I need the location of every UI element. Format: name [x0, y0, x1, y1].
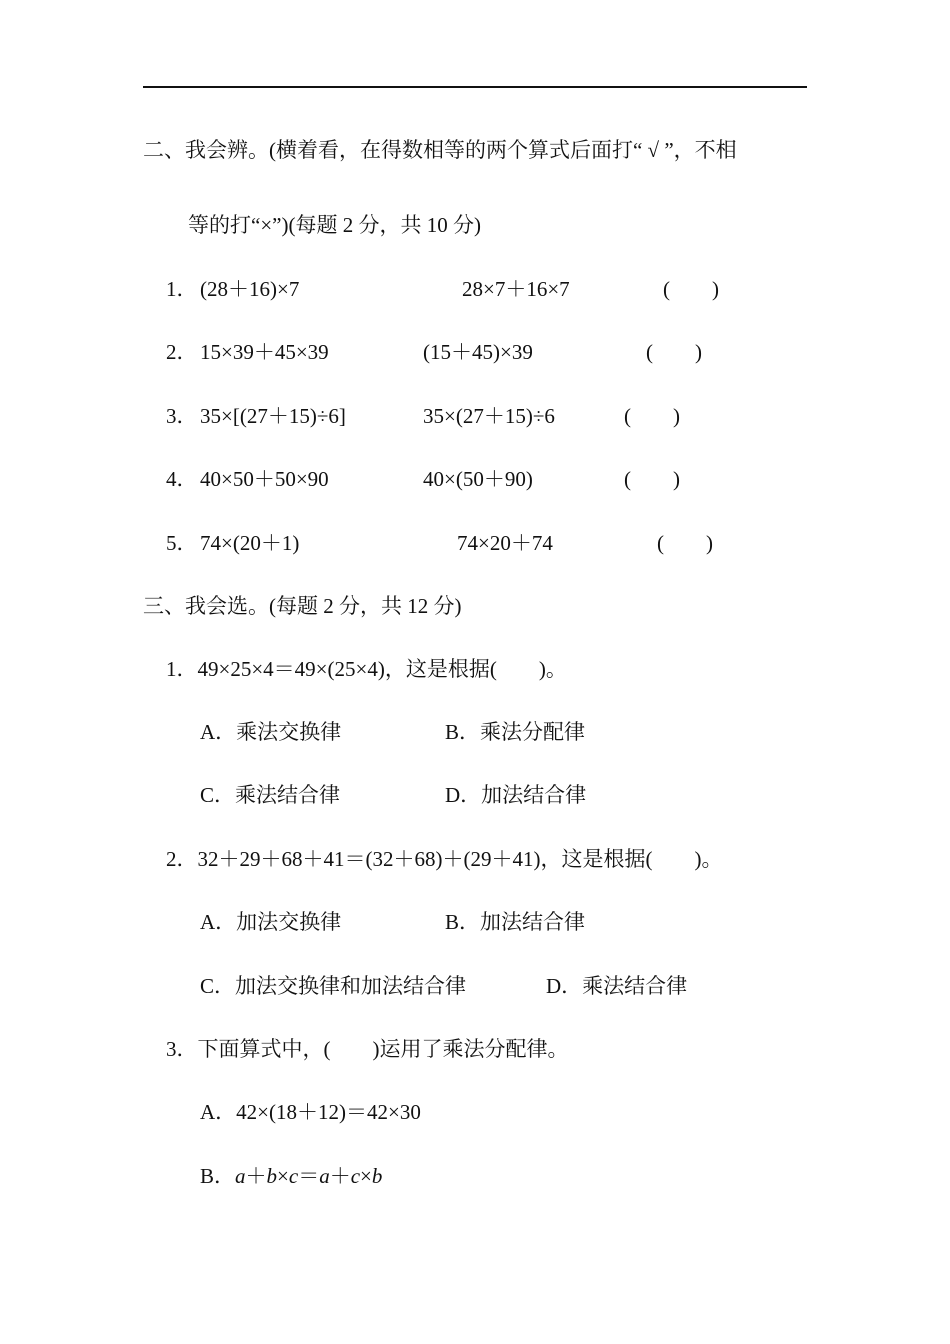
question-stem: 1．49×25×4＝49×(25×4)，这是根据( )。 [166, 657, 567, 681]
answer-blank[interactable]: ( ) [624, 404, 680, 428]
right-expression: 74×20＋74 [457, 531, 553, 555]
option-a[interactable]: A．42×(18＋12)＝42×30 [200, 1100, 421, 1124]
var-a: a [235, 1164, 246, 1188]
op-equals: ＝ [298, 1164, 320, 1188]
item-number: 5． [166, 531, 198, 555]
option-d[interactable]: D．加法结合律 [445, 783, 587, 807]
answer-blank[interactable]: ( ) [657, 531, 713, 555]
option-b[interactable]: B．乘法分配律 [445, 720, 586, 744]
right-expression: 40×(50＋90) [423, 467, 533, 491]
section2-heading-line2: 等的打“×”)(每题 2 分，共 10 分) [188, 213, 481, 237]
question-stem: 2．32＋29＋68＋41＝(32＋68)＋(29＋41)，这是根据( )。 [166, 847, 723, 871]
answer-blank[interactable]: ( ) [663, 277, 719, 301]
option-a[interactable]: A．乘法交换律 [200, 720, 342, 744]
option-d[interactable]: D．乘法结合律 [546, 974, 688, 998]
right-expression: 28×7＋16×7 [462, 277, 570, 301]
op-times: × [360, 1164, 372, 1188]
right-expression: (15＋45)×39 [423, 340, 533, 364]
option-b[interactable]: B．加法结合律 [445, 910, 586, 934]
item-number: 2． [166, 340, 198, 364]
item-number: 1． [166, 277, 198, 301]
left-expression: (28＋16)×7 [200, 277, 300, 301]
answer-blank[interactable]: ( ) [646, 340, 702, 364]
left-expression: 74×(20＋1) [200, 531, 300, 555]
answer-blank[interactable]: ( ) [624, 467, 680, 491]
left-expression: 15×39＋45×39 [200, 340, 329, 364]
option-b[interactable] [200, 1162, 382, 1190]
var-c: c [288, 1164, 299, 1188]
item-number: 4． [166, 467, 198, 491]
var-c: c [350, 1164, 361, 1188]
var-b: b [371, 1164, 383, 1188]
option-c[interactable]: C．加法交换律和加法结合律 [200, 974, 467, 998]
header-rule [143, 86, 807, 88]
op-plus: ＋ [245, 1164, 267, 1188]
question-stem: 3．下面算式中，( )运用了乘法分配律。 [166, 1037, 569, 1061]
op-plus: ＋ [329, 1164, 351, 1188]
left-expression: 35×[(27＋15)÷6] [200, 404, 346, 428]
section2-heading-line1: 二、我会辨。(横着看，在得数相等的两个算式后面打“ √ ”，不相 [143, 138, 737, 162]
right-expression: 35×(27＋15)÷6 [423, 404, 555, 428]
var-a: a [319, 1164, 330, 1188]
op-times: × [277, 1164, 289, 1188]
item-number: 3． [166, 404, 198, 428]
left-expression: 40×50＋50×90 [200, 467, 329, 491]
section3-heading: 三、我会选。(每题 2 分，共 12 分) [143, 594, 462, 618]
option-label: B． [200, 1164, 236, 1188]
option-c[interactable]: C．乘法结合律 [200, 783, 341, 807]
var-b: b [266, 1164, 278, 1188]
option-a[interactable]: A．加法交换律 [200, 910, 342, 934]
